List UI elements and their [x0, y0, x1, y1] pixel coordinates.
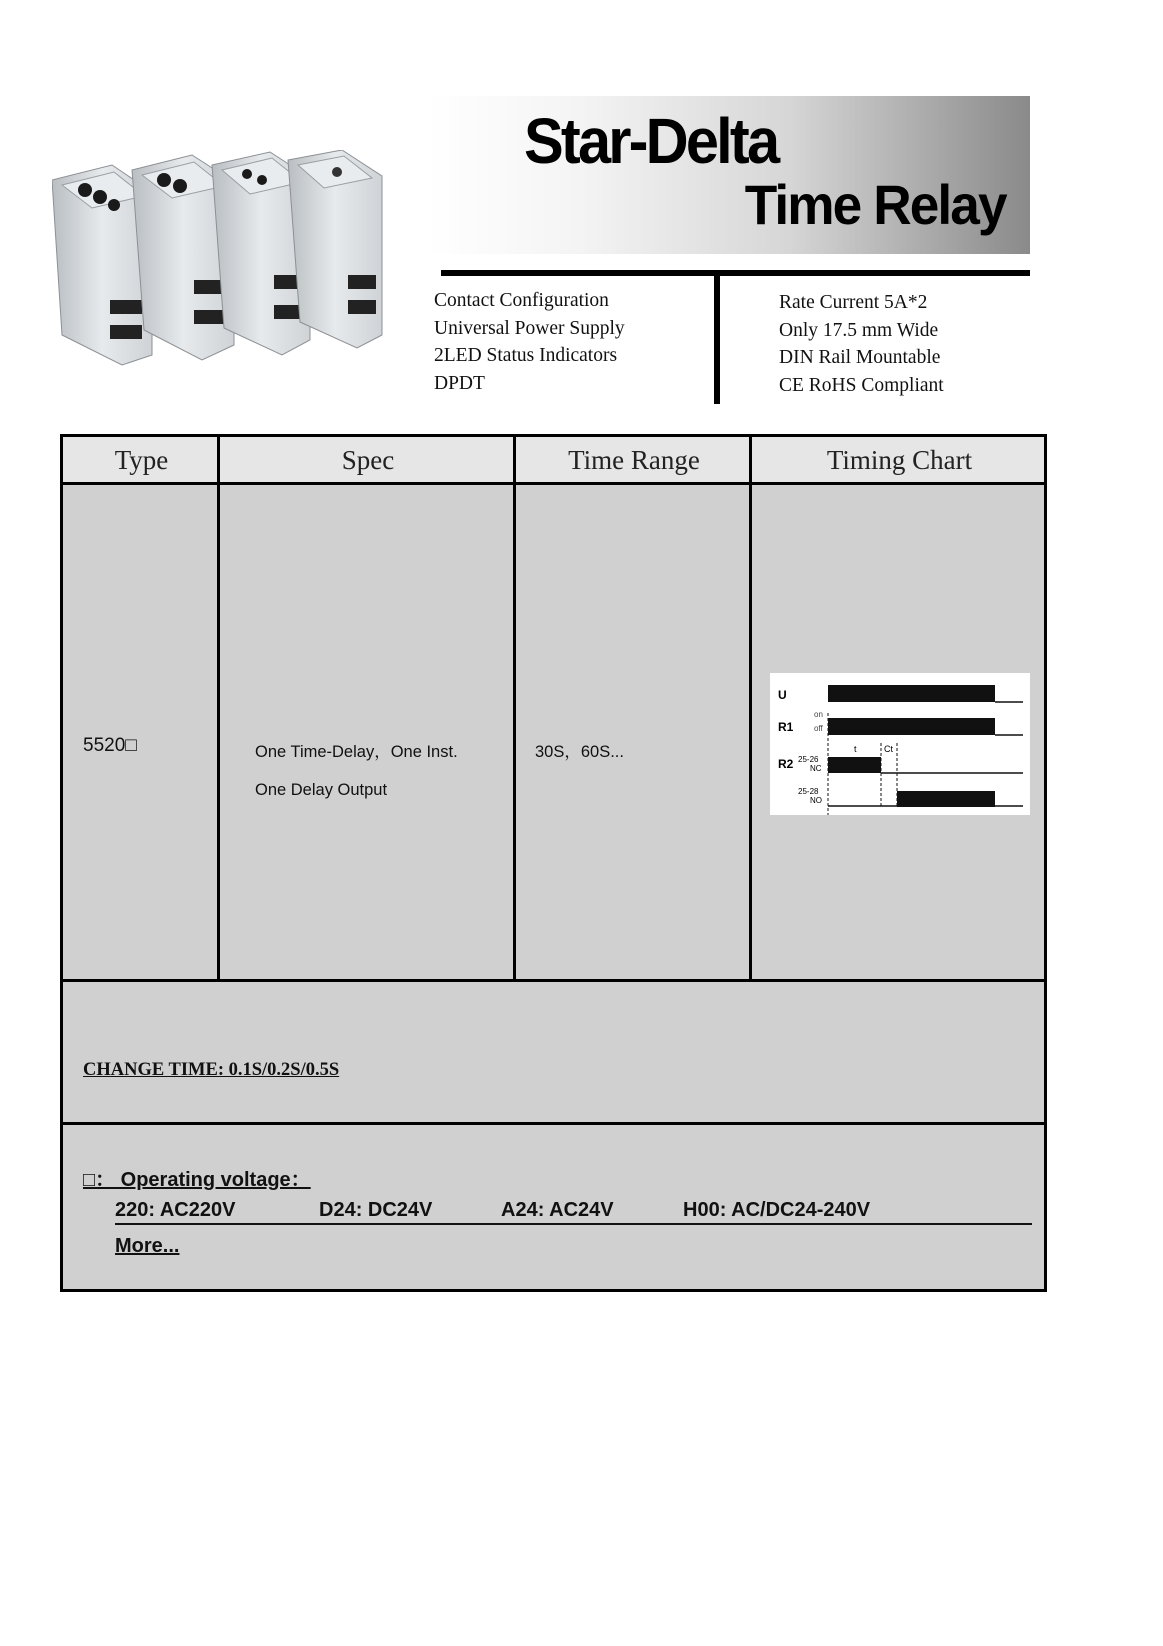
feature-item: CE RoHS Compliant	[779, 374, 944, 396]
voltage-option: D24: DC24V	[319, 1199, 433, 1221]
label-nc: NC	[810, 764, 822, 773]
header-type: Type	[114, 445, 169, 475]
feature-item: Only 17.5 mm Wide	[779, 319, 939, 341]
voltage-underline	[115, 1223, 1032, 1225]
column-divider	[513, 437, 516, 982]
feature-item: Universal Power Supply	[434, 317, 625, 339]
title-line-1: Star-Delta	[524, 105, 778, 177]
label-t: t	[854, 744, 857, 754]
features-right	[779, 289, 944, 399]
spec-table	[60, 434, 1047, 1292]
feature-item: 2LED Status Indicators	[434, 345, 618, 366]
r1-signal	[828, 718, 995, 735]
time-range-value: 30S，60S...	[535, 743, 624, 761]
operating-voltage-heading: □： Operating voltage：	[83, 1169, 311, 1191]
row-divider	[63, 979, 1044, 982]
spec-line-2: One Delay Output	[255, 781, 388, 799]
title-banner	[428, 96, 1030, 254]
voltage-option: A24: AC24V	[501, 1199, 614, 1221]
row-divider	[63, 1122, 1044, 1125]
label-no: NO	[810, 796, 822, 805]
header-timing-chart: Timing Chart	[826, 445, 973, 475]
spec-line-1: One Time-Delay，One Inst.	[255, 743, 458, 761]
feature-item: Contact Configuration	[434, 290, 609, 311]
product-photo	[52, 150, 402, 385]
feature-item: DPDT	[434, 372, 485, 394]
label-on: on	[814, 710, 823, 719]
r2-no-signal	[897, 791, 995, 807]
column-divider	[749, 437, 752, 982]
column-divider	[217, 437, 220, 982]
header-time-range: Time Range	[568, 445, 700, 475]
r2-nc-signal	[828, 757, 881, 773]
change-time: CHANGE TIME: 0.1S/0.2S/0.5S	[83, 1060, 340, 1080]
feature-item: Rate Current 5A*2	[779, 292, 928, 313]
label-off: off	[814, 724, 823, 733]
label-u: U	[778, 688, 787, 702]
label-nc-pins: 25-26	[798, 755, 819, 764]
type-value: 5520□	[83, 735, 137, 756]
u-signal	[828, 685, 995, 702]
header-spec: Spec	[341, 445, 395, 475]
feature-item: DIN Rail Mountable	[779, 347, 941, 368]
title-line-2: Time Relay	[745, 173, 1006, 236]
label-no-pins: 25-28	[798, 787, 819, 796]
voltage-option: 220: AC220V	[115, 1199, 236, 1221]
label-ct: Ct	[884, 744, 893, 754]
more-link[interactable]: More...	[115, 1235, 180, 1257]
label-r2: R2	[778, 757, 794, 771]
timing-chart	[770, 673, 1030, 815]
features-left	[434, 287, 625, 397]
features-divider	[714, 276, 720, 404]
table-header-row	[63, 437, 1044, 485]
title-rule	[441, 270, 1030, 276]
voltage-option: H00: AC/DC24-240V	[683, 1199, 871, 1221]
relay-module	[288, 150, 382, 348]
label-r1: R1	[778, 720, 794, 734]
